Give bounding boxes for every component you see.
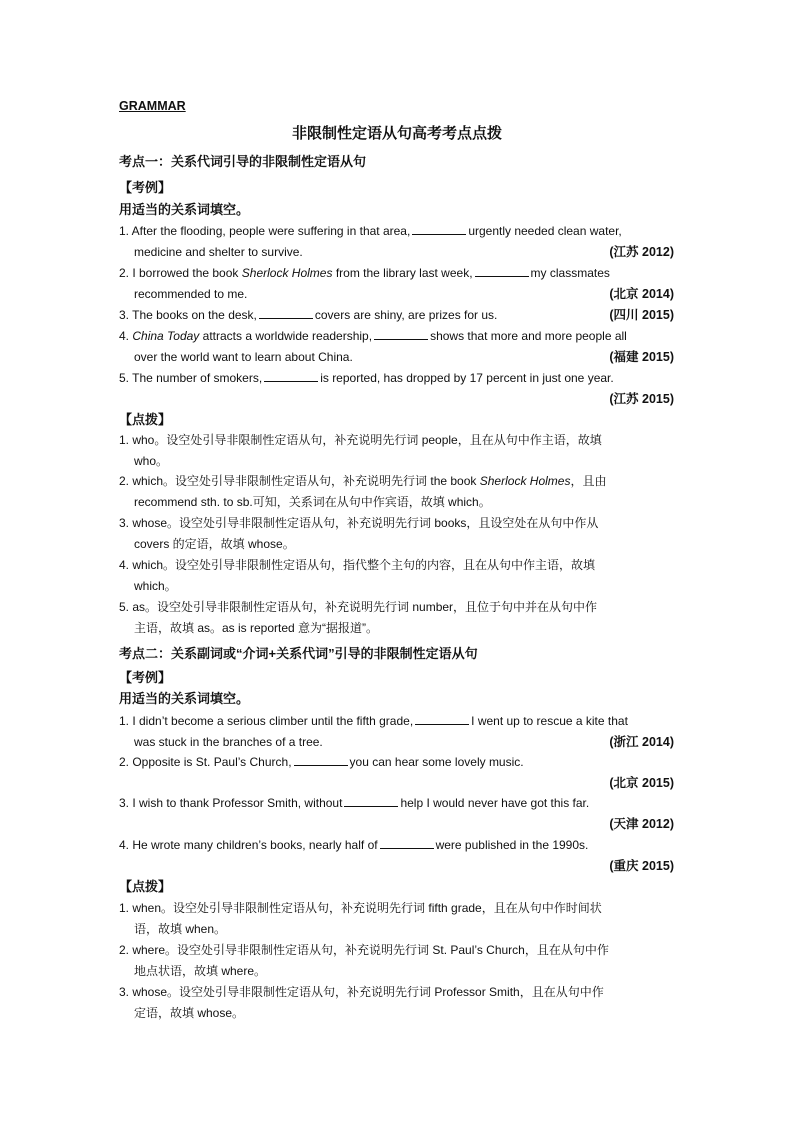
section1-heading: 考点一：关系代词引导的非限制性定语从句 [119,154,367,169]
question-2-1: 1. I didn’t become a serious climber until the fifth grade, I went up to rescue a kite that was stuck in the branches of a tree. (浙江 2014) [119,711,674,753]
answer-blank[interactable] [374,329,428,340]
exam-source: (江苏 2015) [609,391,674,406]
exam-source: (福建 2015) [609,349,674,364]
section1-tip-tag: 【点拨】 [119,412,172,427]
question-2-3: 3. I wish to thank Professor Smith, without help I would never have got this far. (天津 2012) [119,796,674,831]
exam-source: (重庆 2015) [609,858,674,873]
question-2-2: 2. Opposite is St. Paul’s Church, you can hear some lovely music. (北京 2015) [119,755,674,790]
exam-source: (江苏 2012) [609,244,674,259]
exam-source: (天津 2012) [609,816,674,831]
page-title: 非限制性定语从句高考考点点拨 [291,125,502,142]
answer-blank[interactable] [264,371,318,382]
answer-1-1: 1. who。设空处引导非限制性定语从句，补充说明先行词 people，且在从句中作主语，故填 who。 [119,433,602,468]
answer-2-3: 3. whose。设空处引导非限制性定语从句，补充说明先行词 Professor Smith，且在从句中作 定语，故填 whose。 [119,985,604,1020]
exam-source: (北京 2015) [609,775,674,790]
exam-source: (四川 2015) [609,308,674,322]
section2-instruction: 用适当的关系词填空。 [119,691,250,706]
section2-tip-tag: 【点拨】 [119,879,172,894]
section1-example-tag: 【考例】 [119,180,172,195]
answer-blank[interactable] [294,755,348,766]
section2-example-tag: 【考例】 [119,670,172,685]
question-1-2: 2. I borrowed the book Sherlock Holmes from the library last week, my classmates recommended to me. (北京 2014) [119,263,674,305]
question-1-5: 5. The number of smokers, is reported, has dropped by 17 percent in just one year. (江苏 2015) [119,371,674,406]
answer-blank[interactable] [380,838,434,849]
answer-blank[interactable] [412,224,466,235]
question-1-1: 1. After the flooding, people were suffering in that area, urgently needed clean water, medicine and shelter to survive. (江苏 2012) [119,221,674,263]
answer-1-4: 4. which。设空处引导非限制性定语从句，指代整个主句的内容，且在从句中作主语，故填 which。 [119,558,596,593]
section2-heading: 考点二：关系副词或“介词+关系代词”引导的非限制性定语从句 [119,646,478,661]
exam-source: (浙江 2014) [609,734,674,749]
question-2-4: 4. He wrote many children’s books, nearly half of were published in the 1990s. (重庆 2015) [119,838,674,873]
answer-blank[interactable] [344,796,398,807]
answer-blank[interactable] [415,714,469,725]
answer-2-2: 2. where。设空处引导非限制性定语从句，补充说明先行词 St. Paul’s Church，且在从句中作 地点状语，故填 where。 [119,943,609,978]
question-1-3: 3. The books on the desk, covers are shiny, are prizes for us. (四川 2015) [119,305,674,326]
answer-1-5: 5. as。设空处引导非限制性定语从句，补充说明先行词 number，且位于句中并在从句中作 主语，故填 as。as is reported 意为“据报道”。 [119,600,598,635]
answer-blank[interactable] [475,266,529,277]
exam-source: (北京 2014) [609,286,674,301]
section1-instruction: 用适当的关系词填空。 [119,202,250,217]
answer-blank[interactable] [259,308,313,319]
question-1-4: 4. China Today attracts a worldwide readership, shows that more and more people all over the world want to learn about China. (福建 2015) [119,326,674,368]
answer-1-3: 3. whose。设空处引导非限制性定语从句，补充说明先行词 books，且设空处在从句中作从 covers 的定语，故填 whose。 [119,516,599,551]
answer-2-1: 1. when。设空处引导非限制性定语从句，补充说明先行词 fifth grade，且在从句中作时间状 语，故填 when。 [119,901,602,936]
answer-1-2: 2. which。设空处引导非限制性定语从句，补充说明先行词 the book Sherlock Holmes，且由 recommend sth. to sb.可知，关系词在从句中作宾语，故填 which。 [119,474,607,509]
grammar-label: GRAMMAR [119,99,186,113]
